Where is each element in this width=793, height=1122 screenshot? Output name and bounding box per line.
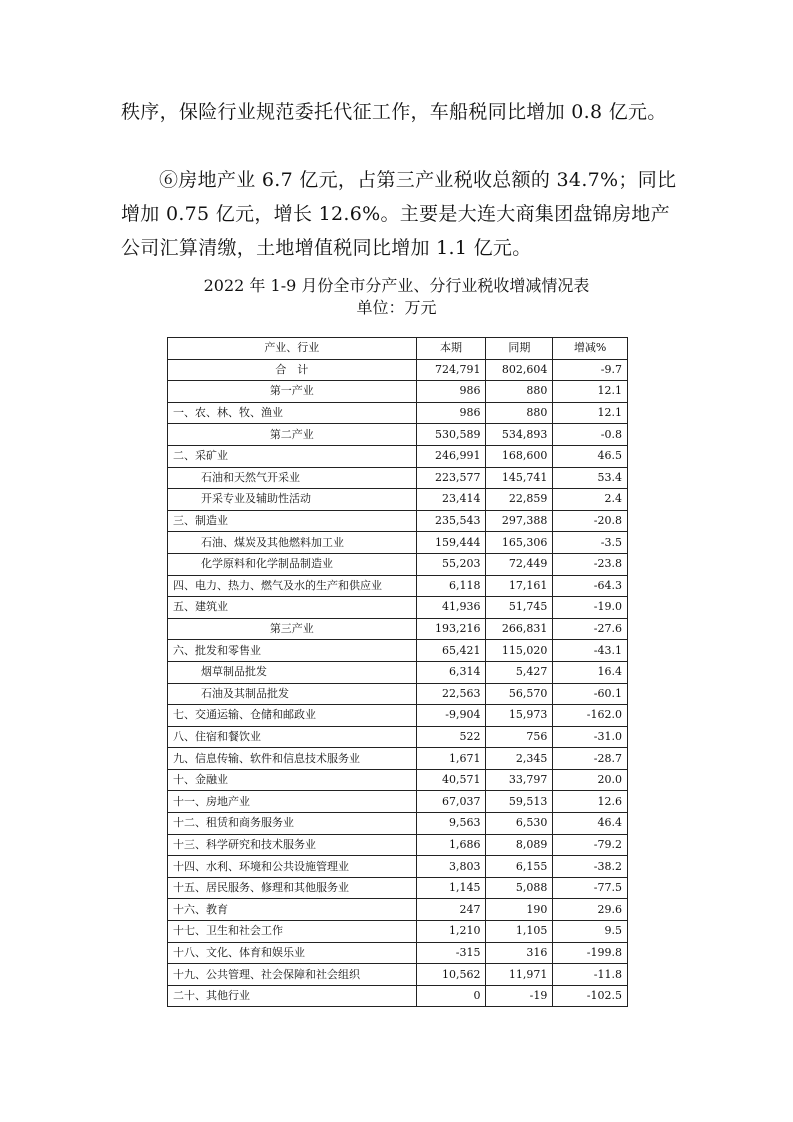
row-prior-value: 190 [486,899,553,921]
row-change-percent: 2.4 [553,489,628,511]
table-title: 2022 年 1-9 月份全市分产业、分行业税收增减情况表 [203,276,590,295]
row-industry-name: 十六、教育 [168,899,417,921]
row-change-percent: 16.4 [553,661,628,683]
row-current-value: 3,803 [416,856,486,878]
table-row [168,575,628,597]
row-prior-value: 51,745 [486,597,553,619]
row-current-value: 0 [416,985,486,1007]
row-current-value: 1,210 [416,921,486,943]
row-prior-value: 22,859 [486,489,553,511]
row-change-percent: -20.8 [553,510,628,532]
row-current-value: 724,791 [416,359,486,381]
row-change-percent: -27.6 [553,618,628,640]
table-row [168,640,628,662]
row-prior-value: 802,604 [486,359,553,381]
row-prior-value: 56,570 [486,683,553,705]
row-prior-value: 15,973 [486,705,553,727]
row-prior-value: 33,797 [486,769,553,791]
row-current-value: 67,037 [416,791,486,813]
row-change-percent: 53.4 [553,467,628,489]
row-prior-value: 266,831 [486,618,553,640]
row-prior-value: 6,530 [486,813,553,835]
table-row [168,834,628,856]
row-current-value: 22,563 [416,683,486,705]
row-current-value: 41,936 [416,597,486,619]
row-current-value: 530,589 [416,424,486,446]
row-current-value: 246,991 [416,445,486,467]
row-current-value: 6,314 [416,661,486,683]
row-prior-value: 168,600 [486,445,553,467]
row-prior-value: 145,741 [486,467,553,489]
row-prior-value: 880 [486,381,553,403]
table-row [168,813,628,835]
table-row [168,661,628,683]
row-industry-name: 石油和天然气开采业 [168,467,417,489]
header-prior: 同期 [486,338,553,360]
row-change-percent: 9.5 [553,921,628,943]
row-prior-value: 11,971 [486,964,553,986]
row-change-percent: -28.7 [553,748,628,770]
row-industry-name: 四、电力、热力、燃气及水的生产和供应业 [168,575,417,597]
row-current-value: 1,671 [416,748,486,770]
row-current-value: 1,145 [416,877,486,899]
row-industry-name: 开采专业及辅助性活动 [168,489,417,511]
row-current-value: -315 [416,942,486,964]
table-row [168,769,628,791]
row-industry-name: 合 计 [168,359,417,381]
row-change-percent: -38.2 [553,856,628,878]
row-industry-name: 第一产业 [168,381,417,403]
row-prior-value: 297,388 [486,510,553,532]
row-industry-name: 石油、煤炭及其他燃料加工业 [168,532,417,554]
table-row [168,856,628,878]
row-current-value: 6,118 [416,575,486,597]
row-industry-name: 十九、公共管理、社会保障和社会组织 [168,964,417,986]
row-industry-name: 烟草制品批发 [168,661,417,683]
row-prior-value: 5,088 [486,877,553,899]
row-current-value: 23,414 [416,489,486,511]
row-change-percent: -19.0 [553,597,628,619]
row-prior-value: 8,089 [486,834,553,856]
row-prior-value: 5,427 [486,661,553,683]
row-current-value: 159,444 [416,532,486,554]
row-current-value: 9,563 [416,813,486,835]
row-change-percent: -199.8 [553,942,628,964]
row-industry-name: 三、制造业 [168,510,417,532]
table-row [168,467,628,489]
row-change-percent: 46.5 [553,445,628,467]
row-industry-name: 十八、文化、体育和娱乐业 [168,942,417,964]
row-industry-name: 五、建筑业 [168,597,417,619]
row-change-percent: -77.5 [553,877,628,899]
row-current-value: 522 [416,726,486,748]
row-prior-value: 115,020 [486,640,553,662]
row-current-value: 40,571 [416,769,486,791]
row-current-value: 55,203 [416,553,486,575]
table-row [168,726,628,748]
row-change-percent: -0.8 [553,424,628,446]
row-prior-value: 17,161 [486,575,553,597]
row-change-percent: -162.0 [553,705,628,727]
table-row [168,942,628,964]
row-change-percent: -3.5 [553,532,628,554]
row-current-value: 986 [416,402,486,424]
row-industry-name: 十五、居民服务、修理和其他服务业 [168,877,417,899]
row-change-percent: 29.6 [553,899,628,921]
row-prior-value: 316 [486,942,553,964]
table-row [168,510,628,532]
row-change-percent: 20.0 [553,769,628,791]
row-change-percent: -31.0 [553,726,628,748]
row-industry-name: 七、交通运输、仓储和邮政业 [168,705,417,727]
header-change: 增减% [553,338,628,360]
table-row [168,791,628,813]
table-body [168,359,628,1007]
table-row [168,985,628,1007]
row-change-percent: -60.1 [553,683,628,705]
row-change-percent: 12.1 [553,381,628,403]
row-current-value: 65,421 [416,640,486,662]
row-industry-name: 第二产业 [168,424,417,446]
row-industry-name: 十三、科学研究和技术服务业 [168,834,417,856]
row-prior-value: 880 [486,402,553,424]
row-current-value: 10,562 [416,964,486,986]
table-row [168,553,628,575]
table-unit: 单位：万元 [356,298,437,317]
table-row [168,705,628,727]
row-change-percent: -11.8 [553,964,628,986]
tax-table [167,337,628,1007]
table-row [168,597,628,619]
row-industry-name: 十二、租赁和商务服务业 [168,813,417,835]
table-row [168,618,628,640]
table-row [168,748,628,770]
row-industry-name: 十七、卫生和社会工作 [168,921,417,943]
row-change-percent: 12.1 [553,402,628,424]
table-row [168,445,628,467]
row-change-percent: -43.1 [553,640,628,662]
header-current: 本期 [416,338,486,360]
row-change-percent: 12.6 [553,791,628,813]
table-row [168,964,628,986]
table-row [168,899,628,921]
row-industry-name: 石油及其制品批发 [168,683,417,705]
table-row [168,381,628,403]
row-industry-name: 十一、房地产业 [168,791,417,813]
table-row [168,877,628,899]
row-industry-name: 化学原料和化学制品制造业 [168,553,417,575]
table-row [168,489,628,511]
row-industry-name: 二、采矿业 [168,445,417,467]
row-prior-value: 756 [486,726,553,748]
row-industry-name: 八、住宿和餐饮业 [168,726,417,748]
paragraph-2: ⑥房地产业 6.7 亿元，占第三产业税收总额的 34.7%；同比增加 0.75 亿元，增长 12.6%。主要是大连大商集团盘锦房地产公司汇算清缴，土地增值税同比增加 1.1 亿元。 [121,169,677,259]
header-industry: 产业、行业 [168,338,417,360]
row-current-value: -9,904 [416,705,486,727]
row-current-value: 986 [416,381,486,403]
paragraph-1: 秩序，保险行业规范委托代征工作，车船税同比增加 0.8 亿元。 [121,101,667,123]
row-prior-value: 1,105 [486,921,553,943]
table-row [168,359,628,381]
table-row [168,683,628,705]
row-prior-value: 165,306 [486,532,553,554]
table-row [168,532,628,554]
row-change-percent: -64.3 [553,575,628,597]
row-current-value: 223,577 [416,467,486,489]
row-change-percent: -23.8 [553,553,628,575]
row-industry-name: 十四、水利、环境和公共设施管理业 [168,856,417,878]
row-current-value: 247 [416,899,486,921]
row-prior-value: 59,513 [486,791,553,813]
row-prior-value: 2,345 [486,748,553,770]
row-current-value: 1,686 [416,834,486,856]
row-current-value: 235,543 [416,510,486,532]
table-header-row [168,338,628,360]
row-current-value: 193,216 [416,618,486,640]
row-prior-value: -19 [486,985,553,1007]
row-industry-name: 六、批发和零售业 [168,640,417,662]
row-prior-value: 6,155 [486,856,553,878]
row-change-percent: -102.5 [553,985,628,1007]
row-industry-name: 一、农、林、牧、渔业 [168,402,417,424]
row-prior-value: 72,449 [486,553,553,575]
table-row [168,402,628,424]
row-change-percent: -9.7 [553,359,628,381]
row-prior-value: 534,893 [486,424,553,446]
table-row [168,424,628,446]
row-industry-name: 二十、其他行业 [168,985,417,1007]
row-industry-name: 第三产业 [168,618,417,640]
row-change-percent: -79.2 [553,834,628,856]
table-row [168,921,628,943]
row-industry-name: 十、金融业 [168,769,417,791]
row-change-percent: 46.4 [553,813,628,835]
row-industry-name: 九、信息传输、软件和信息技术服务业 [168,748,417,770]
